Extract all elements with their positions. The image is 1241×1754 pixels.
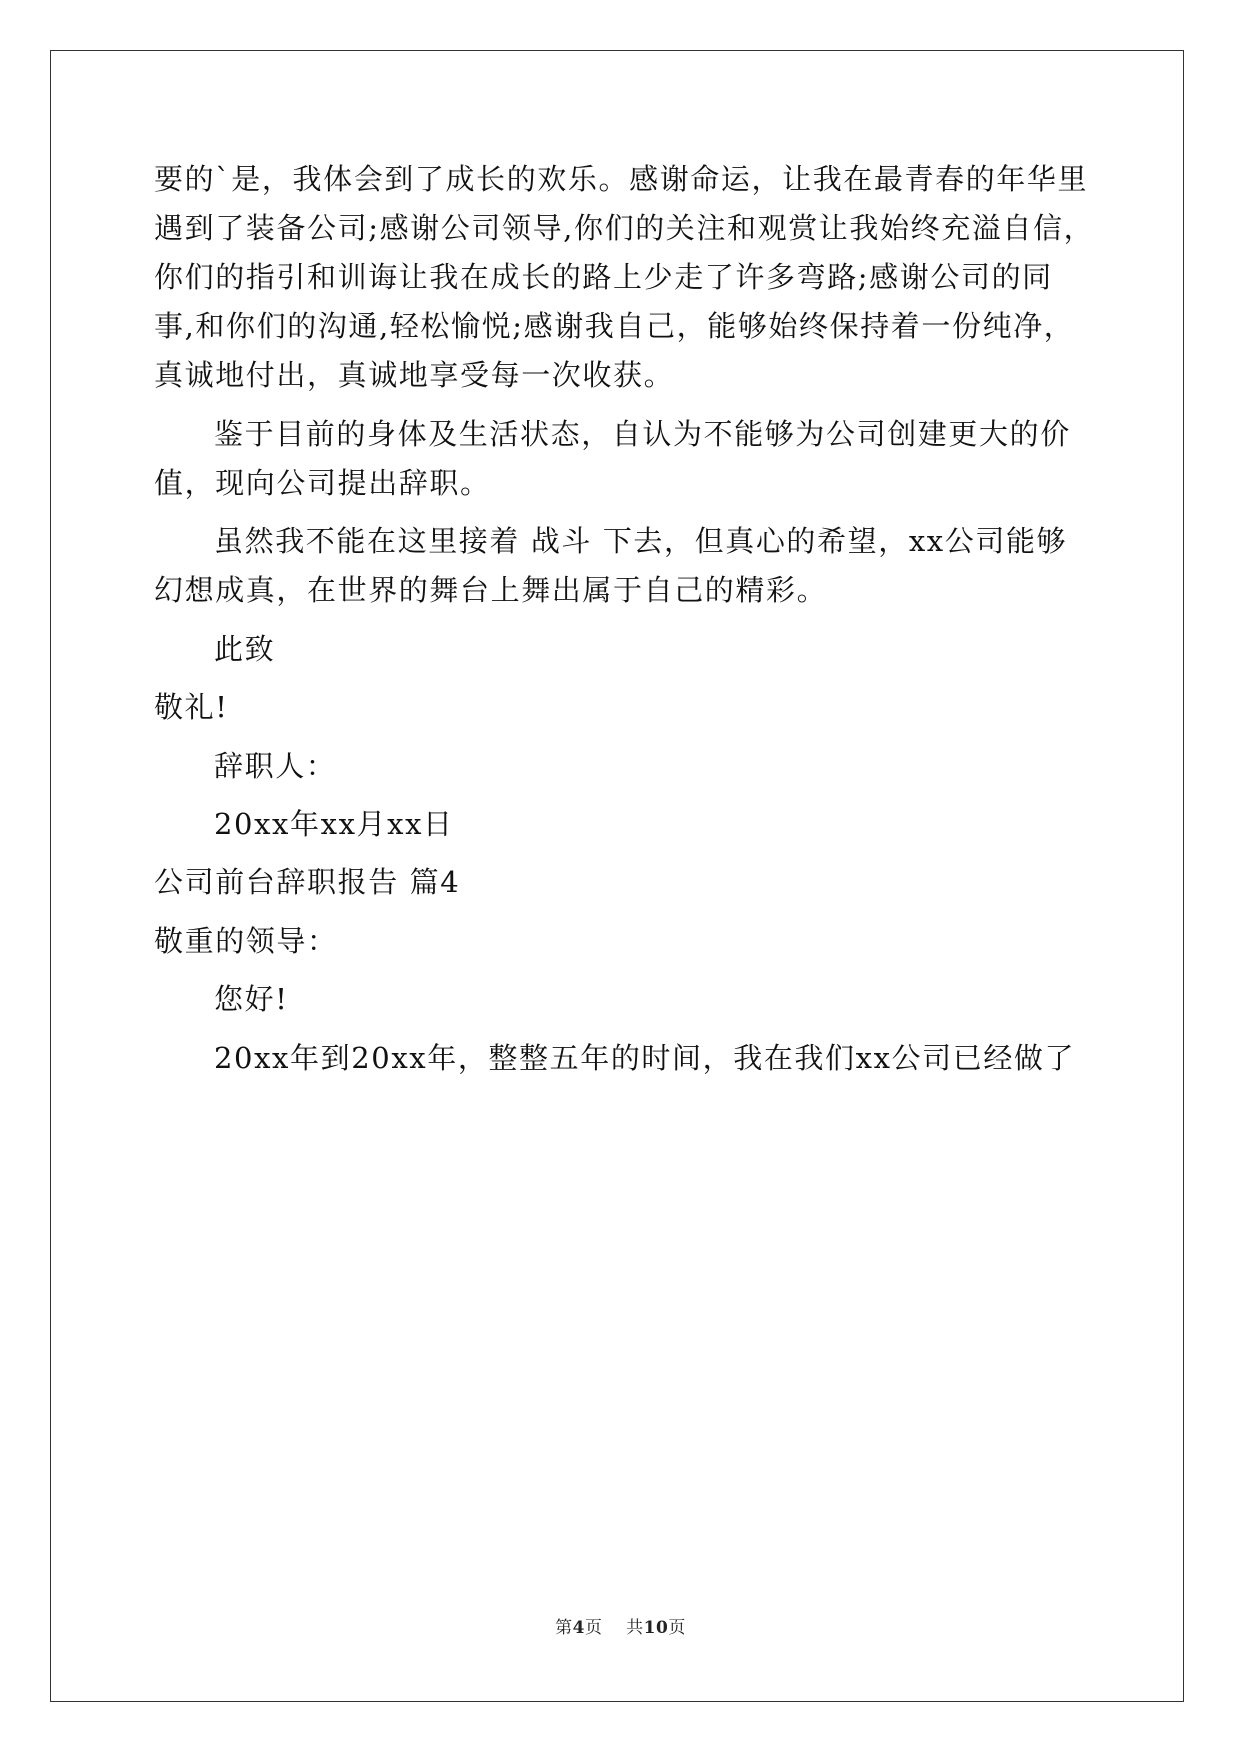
paragraph-line: 真诚地付出，真诚地享受每一次收获。 xyxy=(154,358,675,392)
footer-page-prefix: 第 xyxy=(555,1618,573,1638)
greeting: 您好! xyxy=(214,982,289,1016)
paragraph-line: 20xx年到20xx年，整整五年的时间，我在我们xx公司已经做了 xyxy=(214,1041,1076,1075)
paragraph-line: 幻想成真，在世界的舞台上舞出属于自己的精彩。 xyxy=(154,573,828,607)
closing-salutation: 此致 xyxy=(214,632,276,666)
date-line: 20xx年xx月xx日 xyxy=(214,807,454,841)
paragraph-line: 事,和你们的沟通,轻松愉悦;感谢我自己，能够始终保持着一份纯净， xyxy=(154,309,1075,343)
page-footer xyxy=(0,1613,1241,1638)
signature-label: 辞职人： xyxy=(214,749,337,783)
paragraph-line: 遇到了装备公司;感谢公司领导,你们的关注和观赏让我始终充溢自信， xyxy=(154,211,1095,245)
paragraph-line: 值，现向公司提出辞职。 xyxy=(154,466,491,500)
footer-total-pages: 10 xyxy=(643,1618,669,1638)
footer-total-prefix: 共 xyxy=(626,1618,644,1638)
section-heading: 公司前台辞职报告 篇4 xyxy=(154,865,461,899)
greeting-recipient: 敬重的领导： xyxy=(154,924,338,958)
paragraph-line: 要的`是，我体会到了成长的欢乐。感谢命运，让我在最青春的年华里 xyxy=(154,162,1089,196)
footer-total-suffix: 页 xyxy=(668,1618,686,1638)
paragraph-line: 你们的指引和训诲让我在成长的路上少走了许多弯路;感谢公司的同 xyxy=(154,260,1053,294)
paragraph-line: 虽然我不能在这里接着 战斗 下去，但真心的希望，xx公司能够 xyxy=(214,524,1068,558)
paragraph-line: 鉴于目前的身体及生活状态，自认为不能够为公司创建更大的价 xyxy=(214,417,1071,451)
footer-page-suffix: 页 xyxy=(585,1618,603,1638)
footer-page-number: 4 xyxy=(572,1618,586,1638)
closing-regards: 敬礼! xyxy=(154,690,229,724)
